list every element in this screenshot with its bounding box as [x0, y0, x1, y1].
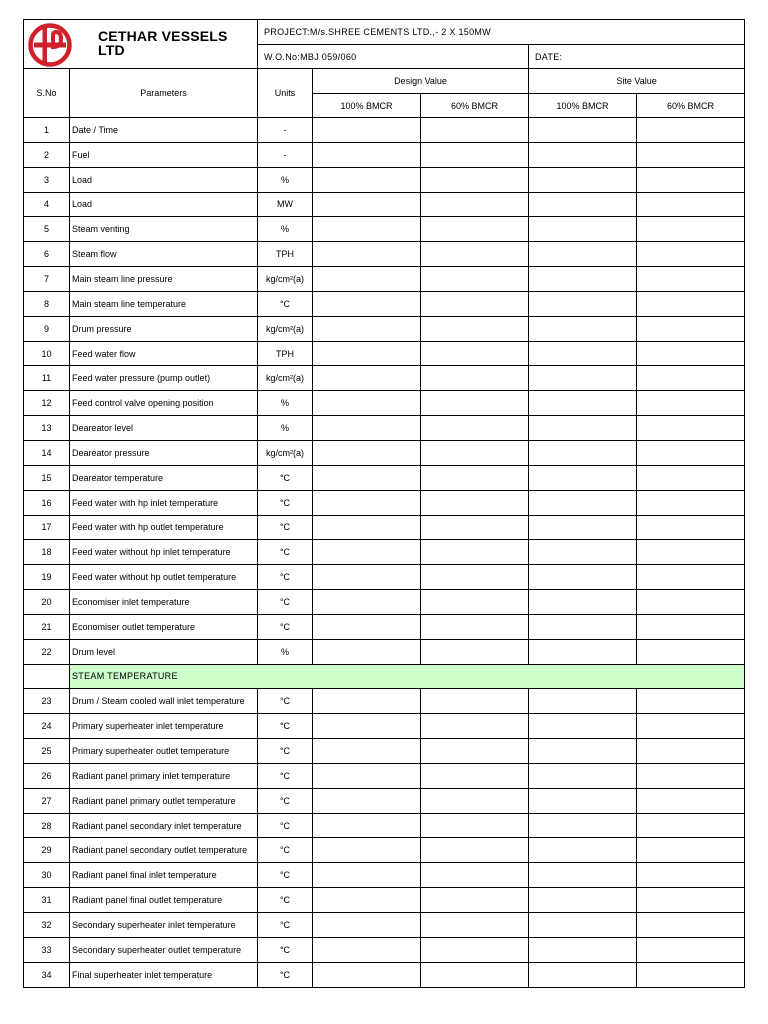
section-label: STEAM TEMPERATURE	[70, 664, 745, 689]
design-100-bmcr-cell[interactable]	[313, 838, 421, 863]
site-100-bmcr-cell[interactable]	[529, 540, 637, 565]
design-100-bmcr-cell[interactable]	[313, 813, 421, 838]
parameters-header: Parameters	[70, 69, 258, 118]
parameter-name: Primary superheater inlet temperature	[70, 714, 258, 739]
unit: %	[258, 391, 313, 416]
design-60-bmcr-cell[interactable]	[421, 316, 529, 341]
site-60-bmcr-header: 60% BMCR	[637, 94, 745, 118]
design-60-bmcr-cell[interactable]	[421, 291, 529, 316]
unit: °C	[258, 838, 313, 863]
table-row	[24, 962, 745, 987]
design-60-bmcr-cell[interactable]	[421, 590, 529, 615]
unit: °C	[258, 291, 313, 316]
company-name-line1: CETHAR VESSELS	[98, 28, 228, 44]
site-60-bmcr-cell[interactable]	[637, 391, 745, 416]
design-60-bmcr-cell[interactable]	[421, 888, 529, 913]
row-number: 11	[24, 366, 70, 391]
site-100-bmcr-cell[interactable]	[529, 242, 637, 267]
parameter-name: Radiant panel final inlet temperature	[70, 863, 258, 888]
site-100-bmcr-cell[interactable]	[529, 515, 637, 540]
parameter-name: Deareator temperature	[70, 465, 258, 490]
table-row	[24, 763, 745, 788]
parameter-name: Secondary superheater inlet temperature	[70, 913, 258, 938]
design-60-bmcr-cell[interactable]	[421, 689, 529, 714]
design-60-bmcr-cell[interactable]	[421, 341, 529, 366]
design-100-bmcr-cell[interactable]	[313, 639, 421, 664]
site-60-bmcr-cell[interactable]	[637, 118, 745, 143]
row-number: 20	[24, 590, 70, 615]
site-60-bmcr-cell[interactable]	[637, 465, 745, 490]
design-60-bmcr-cell[interactable]	[421, 118, 529, 143]
table-row	[24, 590, 745, 615]
row-number: 5	[24, 217, 70, 242]
row-number: 8	[24, 291, 70, 316]
table-row	[24, 937, 745, 962]
site-100-bmcr-cell[interactable]	[529, 714, 637, 739]
parameter-name: Fuel	[70, 142, 258, 167]
design-100-bmcr-cell[interactable]	[313, 391, 421, 416]
unit: kg/cm²(a)	[258, 366, 313, 391]
site-60-bmcr-cell[interactable]	[637, 714, 745, 739]
design-60-bmcr-cell[interactable]	[421, 490, 529, 515]
parameter-name: Radiant panel primary outlet temperature	[70, 788, 258, 813]
row-number: 32	[24, 913, 70, 938]
site-100-bmcr-cell[interactable]	[529, 863, 637, 888]
work-order-number: W.O.No:MBJ 059/060	[258, 45, 529, 69]
row-number: 25	[24, 739, 70, 764]
row-number: 7	[24, 267, 70, 292]
unit: %	[258, 639, 313, 664]
unit: °C	[258, 515, 313, 540]
table-row	[24, 291, 745, 316]
parameter-name: Drum pressure	[70, 316, 258, 341]
section-row	[24, 664, 745, 689]
row-number: 19	[24, 565, 70, 590]
site-100-bmcr-cell[interactable]	[529, 217, 637, 242]
parameter-name: Feed water with hp outlet temperature	[70, 515, 258, 540]
site-100-bmcr-cell[interactable]	[529, 937, 637, 962]
site-100-bmcr-cell[interactable]	[529, 788, 637, 813]
unit: °C	[258, 813, 313, 838]
table-row	[24, 614, 745, 639]
table-row	[24, 192, 745, 217]
table-row	[24, 838, 745, 863]
site-100-bmcr-cell[interactable]	[529, 391, 637, 416]
site-100-bmcr-cell[interactable]	[529, 291, 637, 316]
design-60-bmcr-cell[interactable]	[421, 142, 529, 167]
site-100-bmcr-cell[interactable]	[529, 614, 637, 639]
design-100-bmcr-cell[interactable]	[313, 739, 421, 764]
table-row	[24, 242, 745, 267]
site-60-bmcr-cell[interactable]	[637, 788, 745, 813]
site-60-bmcr-cell[interactable]	[637, 888, 745, 913]
site-60-bmcr-cell[interactable]	[637, 267, 745, 292]
site-100-bmcr-cell[interactable]	[529, 167, 637, 192]
row-number: 1	[24, 118, 70, 143]
site-60-bmcr-cell[interactable]	[637, 913, 745, 938]
parameter-name: Feed water with hp inlet temperature	[70, 490, 258, 515]
parameter-name: Economiser inlet temperature	[70, 590, 258, 615]
design-60-bmcr-cell[interactable]	[421, 937, 529, 962]
design-100-bmcr-cell[interactable]	[313, 167, 421, 192]
parameter-name: Secondary superheater outlet temperature	[70, 937, 258, 962]
site-100-bmcr-cell[interactable]	[529, 142, 637, 167]
table-row	[24, 639, 745, 664]
unit: -	[258, 142, 313, 167]
parameter-name: Load	[70, 192, 258, 217]
site-100-bmcr-cell[interactable]	[529, 267, 637, 292]
site-100-bmcr-header: 100% BMCR	[529, 94, 637, 118]
design-100-bmcr-cell[interactable]	[313, 440, 421, 465]
unit: °C	[258, 565, 313, 590]
site-60-bmcr-cell[interactable]	[637, 863, 745, 888]
design-100-bmcr-cell[interactable]	[313, 565, 421, 590]
row-number: 3	[24, 167, 70, 192]
site-60-bmcr-cell[interactable]	[637, 937, 745, 962]
table-row	[24, 813, 745, 838]
design-60-bmcr-cell[interactable]	[421, 391, 529, 416]
table-row	[24, 515, 745, 540]
design-60-bmcr-cell[interactable]	[421, 739, 529, 764]
parameter-table	[23, 19, 745, 988]
design-100-bmcr-cell[interactable]	[313, 291, 421, 316]
site-100-bmcr-cell[interactable]	[529, 813, 637, 838]
unit: MW	[258, 192, 313, 217]
design-60-bmcr-cell[interactable]	[421, 217, 529, 242]
unit: °C	[258, 888, 313, 913]
design-60-bmcr-cell[interactable]	[421, 515, 529, 540]
design-100-bmcr-cell[interactable]	[313, 118, 421, 143]
unit: °C	[258, 913, 313, 938]
unit: °C	[258, 490, 313, 515]
parameter-name: Main steam line temperature	[70, 291, 258, 316]
table-row	[24, 788, 745, 813]
parameter-name: Feed control valve opening position	[70, 391, 258, 416]
unit: °C	[258, 788, 313, 813]
parameter-name: Radiant panel final outlet temperature	[70, 888, 258, 913]
design-100-bmcr-cell[interactable]	[313, 788, 421, 813]
parameter-name: Primary superheater outlet temperature	[70, 739, 258, 764]
table-row	[24, 465, 745, 490]
unit: -	[258, 118, 313, 143]
table-row	[24, 913, 745, 938]
design-60-bmcr-cell[interactable]	[421, 416, 529, 441]
table-row	[24, 689, 745, 714]
design-60-bmcr-cell[interactable]	[421, 863, 529, 888]
parameter-name: Feed water pressure (pump outlet)	[70, 366, 258, 391]
table-row	[24, 863, 745, 888]
design-100-bmcr-cell[interactable]	[313, 366, 421, 391]
design-60-bmcr-cell[interactable]	[421, 540, 529, 565]
parameter-name: Feed water flow	[70, 341, 258, 366]
design-60-bmcr-cell[interactable]	[421, 763, 529, 788]
row-number: 29	[24, 838, 70, 863]
design-60-bmcr-cell[interactable]	[421, 465, 529, 490]
sno-header: S.No	[24, 69, 70, 118]
unit: kg/cm²(a)	[258, 316, 313, 341]
design-100-bmcr-cell[interactable]	[313, 316, 421, 341]
unit: kg/cm²(a)	[258, 440, 313, 465]
site-60-bmcr-cell[interactable]	[637, 440, 745, 465]
site-100-bmcr-cell[interactable]	[529, 689, 637, 714]
site-100-bmcr-cell[interactable]	[529, 440, 637, 465]
row-number: 15	[24, 465, 70, 490]
row-number: 21	[24, 614, 70, 639]
design-60-bmcr-cell[interactable]	[421, 913, 529, 938]
row-number: 28	[24, 813, 70, 838]
site-60-bmcr-cell[interactable]	[637, 490, 745, 515]
site-100-bmcr-cell[interactable]	[529, 366, 637, 391]
data-sheet	[23, 19, 744, 989]
table-row	[24, 167, 745, 192]
parameter-name: Steam venting	[70, 217, 258, 242]
unit: °C	[258, 937, 313, 962]
row-number: 34	[24, 962, 70, 987]
row-number: 4	[24, 192, 70, 217]
row-number: 17	[24, 515, 70, 540]
site-60-bmcr-cell[interactable]	[637, 565, 745, 590]
row-number: 16	[24, 490, 70, 515]
design-100-bmcr-cell[interactable]	[313, 937, 421, 962]
row-number: 27	[24, 788, 70, 813]
site-100-bmcr-cell[interactable]	[529, 490, 637, 515]
unit: kg/cm²(a)	[258, 267, 313, 292]
parameter-name: Drum level	[70, 639, 258, 664]
design-100-bmcr-cell[interactable]	[313, 515, 421, 540]
company-logo-icon	[28, 23, 72, 67]
site-100-bmcr-cell[interactable]	[529, 341, 637, 366]
table-row	[24, 440, 745, 465]
row-number: 18	[24, 540, 70, 565]
site-60-bmcr-cell[interactable]	[637, 142, 745, 167]
site-60-bmcr-cell[interactable]	[637, 366, 745, 391]
site-100-bmcr-cell[interactable]	[529, 838, 637, 863]
table-row	[24, 540, 745, 565]
site-60-bmcr-cell[interactable]	[637, 813, 745, 838]
site-100-bmcr-cell[interactable]	[529, 118, 637, 143]
table-row	[24, 714, 745, 739]
unit: °C	[258, 739, 313, 764]
unit: °C	[258, 962, 313, 987]
table-row	[24, 341, 745, 366]
site-100-bmcr-cell[interactable]	[529, 316, 637, 341]
design-100-bmcr-cell[interactable]	[313, 192, 421, 217]
site-60-bmcr-cell[interactable]	[637, 763, 745, 788]
table-row	[24, 316, 745, 341]
design-60-bmcr-cell[interactable]	[421, 639, 529, 664]
row-number: 10	[24, 341, 70, 366]
site-60-bmcr-cell[interactable]	[637, 590, 745, 615]
row-number: 33	[24, 937, 70, 962]
parameter-name: Feed water without hp inlet temperature	[70, 540, 258, 565]
site-60-bmcr-cell[interactable]	[637, 416, 745, 441]
design-60-bmcr-cell[interactable]	[421, 614, 529, 639]
row-number: 23	[24, 689, 70, 714]
site-100-bmcr-cell[interactable]	[529, 192, 637, 217]
design-60-bmcr-cell[interactable]	[421, 813, 529, 838]
site-100-bmcr-cell[interactable]	[529, 465, 637, 490]
design-60-bmcr-cell[interactable]	[421, 838, 529, 863]
design-60-bmcr-cell[interactable]	[421, 192, 529, 217]
design-60-bmcr-cell[interactable]	[421, 440, 529, 465]
design-100-bmcr-cell[interactable]	[313, 242, 421, 267]
unit: °C	[258, 714, 313, 739]
row-number: 12	[24, 391, 70, 416]
parameter-name: Final superheater inlet temperature	[70, 962, 258, 987]
parameter-name: Load	[70, 167, 258, 192]
table-row	[24, 565, 745, 590]
units-header: Units	[258, 69, 313, 118]
site-60-bmcr-cell[interactable]	[637, 540, 745, 565]
row-number: 31	[24, 888, 70, 913]
site-100-bmcr-cell[interactable]	[529, 739, 637, 764]
site-60-bmcr-cell[interactable]	[637, 167, 745, 192]
design-60-bmcr-cell[interactable]	[421, 714, 529, 739]
parameter-name: Main steam line pressure	[70, 267, 258, 292]
row-number: 30	[24, 863, 70, 888]
section-sno-cell	[24, 664, 70, 689]
site-value-header: Site Value	[529, 69, 745, 94]
unit: %	[258, 416, 313, 441]
design-60-bmcr-cell[interactable]	[421, 565, 529, 590]
site-60-bmcr-cell[interactable]	[637, 962, 745, 987]
unit: °C	[258, 465, 313, 490]
site-100-bmcr-cell[interactable]	[529, 639, 637, 664]
table-row	[24, 739, 745, 764]
company-name	[98, 29, 228, 57]
row-number: 13	[24, 416, 70, 441]
table-row	[24, 142, 745, 167]
design-value-header: Design Value	[313, 69, 529, 94]
design-100-bmcr-cell[interactable]	[313, 490, 421, 515]
unit: °C	[258, 763, 313, 788]
site-60-bmcr-cell[interactable]	[637, 614, 745, 639]
table-row	[24, 888, 745, 913]
site-60-bmcr-cell[interactable]	[637, 639, 745, 664]
design-100-bmcr-cell[interactable]	[313, 142, 421, 167]
row-number: 24	[24, 714, 70, 739]
design-100-bmcr-cell[interactable]	[313, 714, 421, 739]
row-number: 6	[24, 242, 70, 267]
site-100-bmcr-cell[interactable]	[529, 565, 637, 590]
parameter-name: Deareator pressure	[70, 440, 258, 465]
site-100-bmcr-cell[interactable]	[529, 763, 637, 788]
site-100-bmcr-cell[interactable]	[529, 913, 637, 938]
site-60-bmcr-cell[interactable]	[637, 739, 745, 764]
design-60-bmcr-cell[interactable]	[421, 366, 529, 391]
design-100-bmcr-cell[interactable]	[313, 540, 421, 565]
row-number: 22	[24, 639, 70, 664]
unit: TPH	[258, 242, 313, 267]
design-100-bmcr-cell[interactable]	[313, 341, 421, 366]
site-60-bmcr-cell[interactable]	[637, 192, 745, 217]
unit: %	[258, 167, 313, 192]
site-100-bmcr-cell[interactable]	[529, 590, 637, 615]
design-100-bmcr-cell[interactable]	[313, 614, 421, 639]
site-60-bmcr-cell[interactable]	[637, 217, 745, 242]
unit: °C	[258, 689, 313, 714]
date-field[interactable]: DATE:	[529, 45, 745, 69]
row-number: 14	[24, 440, 70, 465]
parameter-name: Deareator level	[70, 416, 258, 441]
row-number: 9	[24, 316, 70, 341]
design-100-bmcr-cell[interactable]	[313, 763, 421, 788]
parameter-name: Drum / Steam cooled wall inlet temperature	[70, 689, 258, 714]
design-100-bmcr-cell[interactable]	[313, 962, 421, 987]
site-60-bmcr-cell[interactable]	[637, 316, 745, 341]
table-row	[24, 118, 745, 143]
row-number: 2	[24, 142, 70, 167]
design-60-bmcr-cell[interactable]	[421, 242, 529, 267]
parameter-name: Date / Time	[70, 118, 258, 143]
design-100-bmcr-cell[interactable]	[313, 267, 421, 292]
unit: TPH	[258, 341, 313, 366]
parameter-name: Feed water without hp outlet temperature	[70, 565, 258, 590]
company-header	[24, 20, 258, 69]
table-row	[24, 416, 745, 441]
design-60-bmcr-header: 60% BMCR	[421, 94, 529, 118]
table-row	[24, 366, 745, 391]
design-100-bmcr-cell[interactable]	[313, 416, 421, 441]
design-100-bmcr-cell[interactable]	[313, 888, 421, 913]
unit: °C	[258, 863, 313, 888]
parameter-name: Radiant panel secondary outlet temperature	[70, 838, 258, 863]
design-60-bmcr-cell[interactable]	[421, 962, 529, 987]
table-row	[24, 490, 745, 515]
design-100-bmcr-cell[interactable]	[313, 913, 421, 938]
design-100-bmcr-cell[interactable]	[313, 689, 421, 714]
design-100-bmcr-cell[interactable]	[313, 863, 421, 888]
parameter-name: Steam flow	[70, 242, 258, 267]
parameter-name: Radiant panel primary inlet temperature	[70, 763, 258, 788]
project-title: PROJECT:M/s.SHREE CEMENTS LTD.,- 2 X 150MW	[258, 20, 745, 45]
site-100-bmcr-cell[interactable]	[529, 888, 637, 913]
table-row	[24, 391, 745, 416]
site-60-bmcr-cell[interactable]	[637, 242, 745, 267]
unit: °C	[258, 590, 313, 615]
site-60-bmcr-cell[interactable]	[637, 838, 745, 863]
site-100-bmcr-cell[interactable]	[529, 416, 637, 441]
site-60-bmcr-cell[interactable]	[637, 515, 745, 540]
table-row	[24, 217, 745, 242]
design-100-bmcr-header: 100% BMCR	[313, 94, 421, 118]
site-60-bmcr-cell[interactable]	[637, 341, 745, 366]
design-100-bmcr-cell[interactable]	[313, 465, 421, 490]
unit: %	[258, 217, 313, 242]
table-row	[24, 267, 745, 292]
parameter-name: Radiant panel secondary inlet temperature	[70, 813, 258, 838]
design-100-bmcr-cell[interactable]	[313, 217, 421, 242]
unit: °C	[258, 540, 313, 565]
row-number: 26	[24, 763, 70, 788]
design-60-bmcr-cell[interactable]	[421, 167, 529, 192]
site-60-bmcr-cell[interactable]	[637, 291, 745, 316]
company-name-line2: LTD	[98, 42, 125, 58]
parameter-name: Economiser outlet temperature	[70, 614, 258, 639]
site-100-bmcr-cell[interactable]	[529, 962, 637, 987]
design-100-bmcr-cell[interactable]	[313, 590, 421, 615]
design-60-bmcr-cell[interactable]	[421, 267, 529, 292]
unit: °C	[258, 614, 313, 639]
design-60-bmcr-cell[interactable]	[421, 788, 529, 813]
site-60-bmcr-cell[interactable]	[637, 689, 745, 714]
